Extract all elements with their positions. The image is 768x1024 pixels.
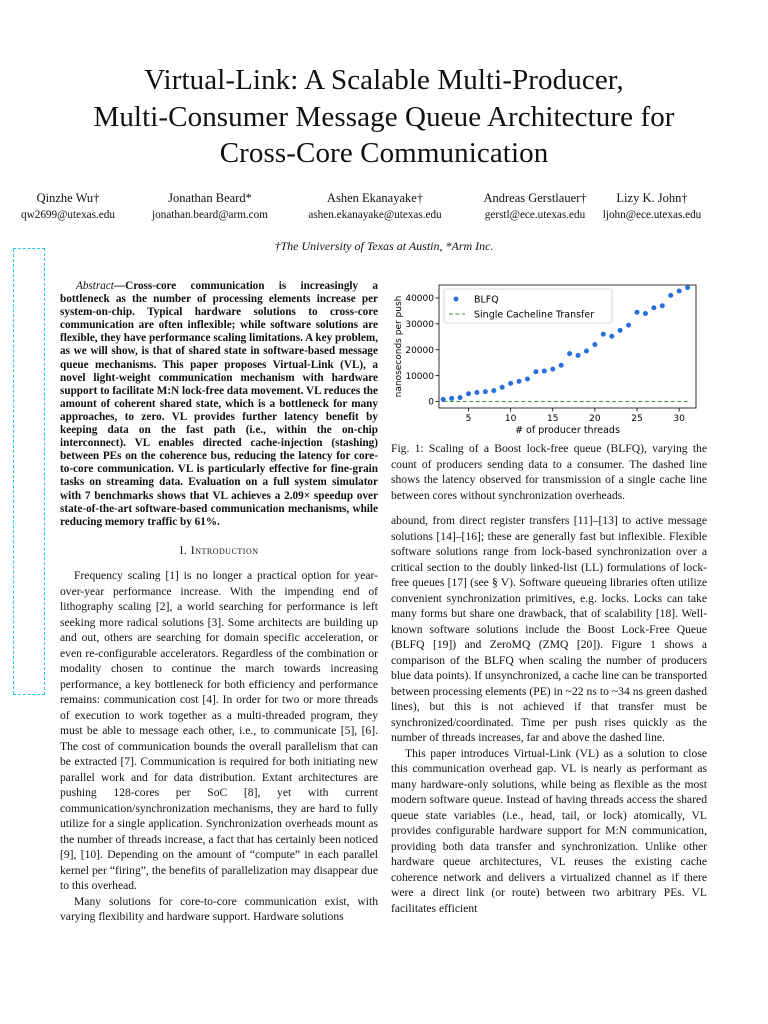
section-heading: I. Introduction: [179, 542, 259, 557]
blfq-point: [500, 385, 505, 390]
blfq-point: [517, 379, 522, 384]
y-tick-label: 10000: [405, 371, 434, 382]
intro-paragraph: Frequency scaling [1] is no longer a practical option for year-over-year performance increase. With the impending end of lithography scaling [2], a world searching for performance is left seeking more radical solutions [3]. Some architects are building up and out, others are searching for domain specific acceleration, or even re-configurable accelerators. Regardless of the combination or modality chosen to continue the march towards increasing performance, a key bottleneck for both efficiency and performance remains: communication cost [4]. In order for two or more threads of execution to work together as a multi-threaded program, they must be able to message each other, i.e., to communicate [5], [6]. The cost of communication bounds the overall parallelism that can be extracted [7]. Communication is required for both initiating new parallel work and for data distribution. Extant architectures are pushing 128-cores per SoC [8], yet with current communication/synchronization mechanisms, they are hard to fully utilize for a single application. Synchronization overheads mount as the number of threads increase, a fact that has certainly been noticed [9], [10]. Depending on the amount of “compute” in each parallel kernel per “firing”, the benefits of parallelization may disappear due to this overhead.: [60, 569, 378, 893]
blfq-point: [618, 328, 623, 333]
x-tick-label: 10: [504, 414, 517, 424]
author-email: ljohn@ece.utexas.edu: [602, 209, 702, 221]
author-name: Jonathan Beard*: [168, 191, 252, 205]
author: [8, 190, 128, 224]
title-line: Multi-Consumer Message Queue Architecture for: [93, 100, 675, 133]
title-line: Virtual-Link: A Scalable Multi-Producer,: [144, 64, 624, 96]
abstract-text: —Cross-core communication is increasingly a bottleneck as the number of processing elements increase per system-on-chip. Typical hardware solutions to cross-core communication are often inflexible; while software solutions are flexible, they have performance scaling limitations. A key problem, as we will show, is that of shared state in software-based message queue mechanisms. This paper proposes Virtual-Link (VL), a novel light-weight communication mechanism with hardware support to facilitate M:N lock-free data movement. VL reduces the amount of coherent shared state, which is a bottleneck for many approaches, to zero. VL provides further latency benefit by keeping data on the fast path (i.e., within the on-chip interconnect). VL enables directed cache-injection (stashing) between PEs on the coherence bus, reducing the latency for core-to-core communication. VL is particularly effective for fine-grain tasks on streaming data. Evaluation on a full system simulator with 7 benchmarks shows that VL achieves a 2.09× speedup over state-of-the-art software-based communication mechanisms, while reducing memory traffic by 61%.: [60, 280, 378, 528]
blfq-point: [685, 285, 690, 290]
blfq-point: [668, 293, 673, 298]
y-tick-label: 30000: [405, 320, 434, 331]
x-tick-label: 5: [465, 414, 472, 424]
blfq-point: [525, 376, 530, 381]
blfq-point: [533, 369, 538, 374]
abstract: [60, 280, 378, 529]
blfq-point: [584, 349, 589, 354]
blfq-point: [458, 395, 463, 400]
dashed-margin-box: [13, 248, 45, 695]
blfq-point: [542, 368, 547, 373]
blfq-point: [449, 396, 454, 401]
x-tick-label: 15: [547, 414, 559, 424]
affiliation: †The University of Texas at Austin, *Arm Inc.: [274, 239, 494, 253]
abstract-label: Abstract: [76, 280, 114, 292]
blfq-point: [559, 363, 564, 368]
blfq-point: [643, 311, 648, 316]
blfq-point: [508, 381, 513, 386]
blfq-point: [567, 351, 572, 356]
blfq-point: [441, 397, 446, 402]
y-tick-label: 20000: [405, 345, 434, 356]
author-email: qw2699@utexas.edu: [21, 209, 115, 221]
blfq-point: [491, 388, 496, 393]
title-line: Cross-Core Communication: [219, 137, 549, 170]
blfq-point: [466, 391, 471, 396]
author-email: jonathan.beard@arm.com: [152, 209, 268, 221]
intro-paragraph: Many solutions for core-to-core communication exist, with varying flexibility and hardware support. Hardware solutions: [60, 894, 378, 924]
blfq-point: [474, 390, 479, 395]
body-paragraph: abound, from direct register transfers [11]–[13] to active message solutions [14]–[16]; these are generally fast but inflexible. Flexible software solutions range from lock-based synchronization over a critical section to the doubly linked-list (LL) formulations of lock-free queues [17] (see § V). Software queueing libraries often utilize convenient synchronization primitives, e.g. locks. Locks can take many forms but share one drawback, that of scalability [18]. Well-known software solutions include the Boost Lock-Free Queue (BLFQ [19]) and ZeroMQ (ZMQ [20]). Figure 1 shows a comparison of the BLFQ when scaling the number of producers blue data points). If unsynchronized, a cache line can be transported between processing elements (PE) in ~22 ns to ~34 ns green dashed lines), but this is not achieved if that transfer must be synchronized/coordinated. Time per push rises quickly as the number of threads increases, far and above the dashed line.: [391, 514, 707, 744]
legend-label-cacheline: Single Cacheline Transfer: [474, 309, 595, 321]
blfq-point: [592, 342, 597, 347]
paper-title: [0, 62, 768, 172]
blfq-point: [677, 288, 682, 293]
blfq-point: [601, 332, 606, 337]
x-tick-label: 30: [673, 414, 685, 424]
author-name: Andreas Gerstlauer†: [483, 191, 587, 205]
scaling-chart: [391, 281, 711, 441]
blfq-point: [609, 334, 614, 339]
blfq-point: [635, 310, 640, 315]
x-tick-label: 25: [631, 414, 643, 424]
author: [470, 190, 600, 224]
blfq-point: [576, 353, 581, 358]
legend-label-blfq: BLFQ: [474, 294, 499, 306]
right-column: [391, 513, 707, 916]
author-email: gerstl@ece.utexas.edu: [484, 209, 586, 221]
author: [592, 190, 712, 224]
blfq-point: [626, 323, 631, 328]
author-name: Qinzhe Wu†: [36, 191, 100, 205]
author: [130, 190, 290, 224]
author-name: Lizy K. John†: [616, 191, 688, 205]
blfq-point: [550, 367, 555, 372]
x-tick-label: 20: [589, 414, 601, 424]
blfq-point: [651, 305, 656, 310]
legend-marker-blfq: [454, 297, 459, 302]
y-axis-label: nanoseconds per push: [394, 295, 404, 398]
author-name: Ashen Ekanayake†: [326, 191, 424, 205]
y-tick-label: 40000: [405, 294, 434, 305]
y-tick-label: 0: [428, 397, 434, 408]
body-paragraph: This paper introduces Virtual-Link (VL) as a solution to close this communication overhead gap. VL is nearly as performant as many hardware-only solutions, while being as flexible as the most modern software queue. Instead of having threads access the shared queue state variables (i.e., head, tail, or lock) atomically, VL provides configurable hardware support for M:N communication, providing both data transfer and synchronization. Unlike other hardware queue architectures, VL reuses the existing cache coherence network and delivers a virtualized channel as if there were a direct link (or route) between two arbitrary PEs. VL facilitates efficient: [391, 746, 707, 915]
author-email: ashen.ekanayake@utexas.edu: [308, 209, 442, 221]
blfq-point: [483, 389, 488, 394]
blfq-point: [660, 303, 665, 308]
author: [292, 190, 458, 224]
x-axis-label: # of producer threads: [515, 425, 620, 436]
figure-caption: Fig. 1: Scaling of a Boost lock-free queue (BLFQ), varying the count of producers sending data to a consumer. The dashed line shows the latency observed for transmission of a single cache line between cores without synchronization overheads.: [391, 442, 707, 502]
left-column: [60, 280, 378, 925]
